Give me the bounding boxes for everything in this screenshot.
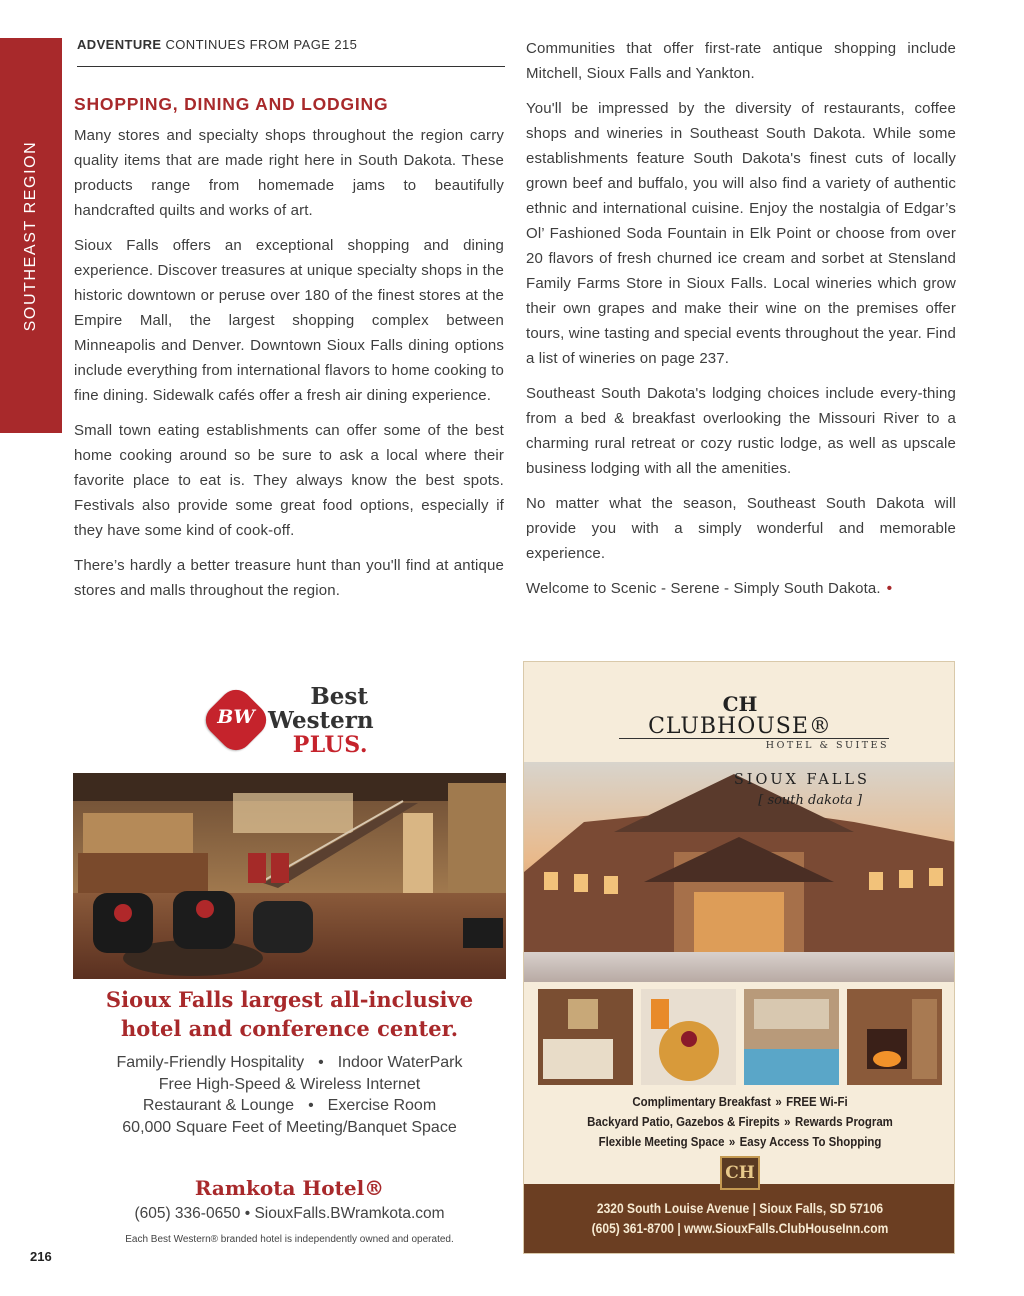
- clubhouse-exterior-photo: [524, 762, 955, 982]
- page-number: 216: [30, 1249, 52, 1264]
- region-side-tab: [0, 38, 62, 433]
- closing-text: Welcome to Scenic - Serene - Simply South Dakota.: [526, 580, 881, 597]
- article-paragraph: Many stores and specialty shops throughout the region carry quality items that are made right here in South Dakota. These products range from homemade jams to beautifully handcrafted quilts and works of art.: [74, 127, 504, 219]
- bullet: •: [308, 1097, 314, 1114]
- amenity: Restaurant & Lounge: [142, 1097, 295, 1114]
- article-closing: [526, 576, 956, 601]
- room-photo: [538, 989, 633, 1085]
- best-western-logo: [210, 683, 374, 758]
- feature: Complimentary Breakfast: [632, 1094, 771, 1109]
- hotel-name: Ramkota Hotel®: [194, 1176, 385, 1200]
- clubhouse-state: [ south dakota ]: [758, 793, 862, 808]
- separator: »: [784, 1114, 791, 1129]
- waffle-photo: [641, 989, 736, 1085]
- amenity: 60,000 Square Feet of Meeting/Banquet Space: [122, 1118, 457, 1136]
- continued-from: CONTINUES FROM PAGE 215: [165, 37, 358, 52]
- separator: »: [728, 1134, 736, 1149]
- amenity-row: [73, 1052, 506, 1074]
- feature-row: [550, 1112, 930, 1132]
- amenity: Family-Friendly Hospitality: [116, 1054, 305, 1071]
- clubhouse-phone-web: (605) 361-8700 | www.SiouxFalls.ClubHouseInn.com: [591, 1220, 889, 1236]
- clubhouse-emblem: CH: [720, 1156, 760, 1190]
- bw-word-plus: PLUS.: [292, 732, 368, 758]
- bw-wordmark: [268, 683, 374, 758]
- feature: Rewards Program: [794, 1114, 893, 1129]
- region-label: SOUTHEAST REGION: [22, 140, 39, 331]
- bw-disclaimer: Each Best Western® branded hotel is independently owned and operated.: [125, 1234, 454, 1245]
- continued-header: [77, 37, 505, 67]
- clubhouse-features: [550, 1092, 930, 1152]
- bw-amenities: [73, 1052, 506, 1138]
- article-paragraph: You'll be impressed by the diversity of restaurants, coffee shops and wineries in Southeast South Dakota. While some establishments feature South Dakota's finest cuts of locally grown beef and buffalo, you will also find a variety of authentic ethnic and international cuisine. Enjoy the nostalgia of Edgar’s Ol’ Fashioned Soda Fountain in Elk Point or choose from over 20 flavors of fresh churned ice cream and sorbet at Stensland Family Farms Store in Sioux Falls. Local wineries which grow their own grapes and make their wine on the premises offer tours, wine tasting and special events throughout the year. Find a list of wineries on page 237.: [526, 100, 956, 367]
- article-heading: SHOPPING, DINING AND LODGING: [74, 94, 389, 114]
- clubhouse-photo-strip: [538, 989, 942, 1085]
- feature: Backyard Patio, Gazebos & Firepits: [587, 1114, 780, 1129]
- feature: Easy Access To Shopping: [739, 1134, 882, 1149]
- continued-section: ADVENTURE: [77, 37, 162, 52]
- clubhouse-monogram: CH: [722, 692, 758, 716]
- amenity-row: [73, 1074, 506, 1096]
- amenity: Exercise Room: [327, 1097, 437, 1114]
- article-paragraph: Sioux Falls offers an exceptional shopping and dining experience. Discover treasures at unique specialty shops in the historic downtown or peruse over 180 of the finest stores at the Empire Mall, the largest shopping complex between Minneapolis and Denver. Downtown Sioux Falls dining options include everything from international flavors to home cooking to fine dining. Sidewalk cafés offer a fresh air dining experience.: [74, 237, 504, 404]
- bw-headline: [73, 985, 506, 1043]
- article-paragraph: There’s hardly a better treasure hunt than you'll find at antique stores and malls throughout the region.: [74, 557, 504, 599]
- bw-word-western: Western: [268, 707, 374, 734]
- amenity-row: [73, 1117, 506, 1139]
- amenity: Free High-Speed & Wireless Internet: [158, 1075, 421, 1093]
- bullet: •: [318, 1054, 324, 1071]
- feature: Flexible Meeting Space: [598, 1134, 725, 1149]
- feature-row: [550, 1092, 930, 1112]
- separator: »: [775, 1094, 782, 1109]
- amenity: Indoor WaterPark: [337, 1054, 463, 1071]
- bw-headline-line-1: Sioux Falls largest all-inclusive: [105, 987, 474, 1012]
- article-paragraph: No matter what the season, Southeast South Dakota will provide you with a simply wonderful and memorable experience.: [526, 495, 956, 562]
- bw-badge-text: BW: [217, 706, 255, 728]
- bw-word-best: Best: [310, 683, 368, 710]
- hotel-lobby-photo: [73, 773, 506, 979]
- bw-headline-line-2: hotel and conference center.: [120, 1016, 459, 1041]
- article-paragraph: Communities that offer first-rate antique shopping include Mitchell, Sioux Falls and Yankton.: [526, 40, 956, 82]
- amenity-row: [73, 1095, 506, 1117]
- article-right-column: [526, 36, 956, 611]
- fireplace-photo: [847, 989, 942, 1085]
- clubhouse-address: 2320 South Louise Avenue | Sioux Falls, SD 57106: [596, 1200, 884, 1216]
- feature: FREE Wi-Fi: [786, 1094, 848, 1109]
- clubhouse-city: SIOUX FALLS: [733, 772, 870, 788]
- pool-photo: [744, 989, 839, 1085]
- clubhouse-subtitle: HOTEL & SUITES: [619, 738, 889, 751]
- clubhouse-contact-band: [524, 1184, 955, 1254]
- clubhouse-name: CLUBHOUSE®: [648, 714, 832, 739]
- article-paragraph: Southeast South Dakota's lodging choices include every-thing from a bed & breakfast overlooking the Missouri River to a charming rural retreat or cozy rustic lodge, as well as upscale business lodging with all the amenities.: [526, 385, 956, 477]
- bw-contact: (605) 336-0650 • SiouxFalls.BWramkota.com: [134, 1205, 445, 1222]
- clubhouse-ad: [523, 661, 955, 1254]
- feature-row: [550, 1132, 930, 1152]
- article-left-column: [74, 92, 504, 613]
- article-paragraph: Small town eating establishments can offer some of the best home cooking around so be sure to ask a local where their favorite place to eat is. They always know the best spots. Festivals also provide some great food options, especially if they have some kind of cook-off.: [74, 422, 504, 539]
- end-mark: •: [886, 580, 893, 597]
